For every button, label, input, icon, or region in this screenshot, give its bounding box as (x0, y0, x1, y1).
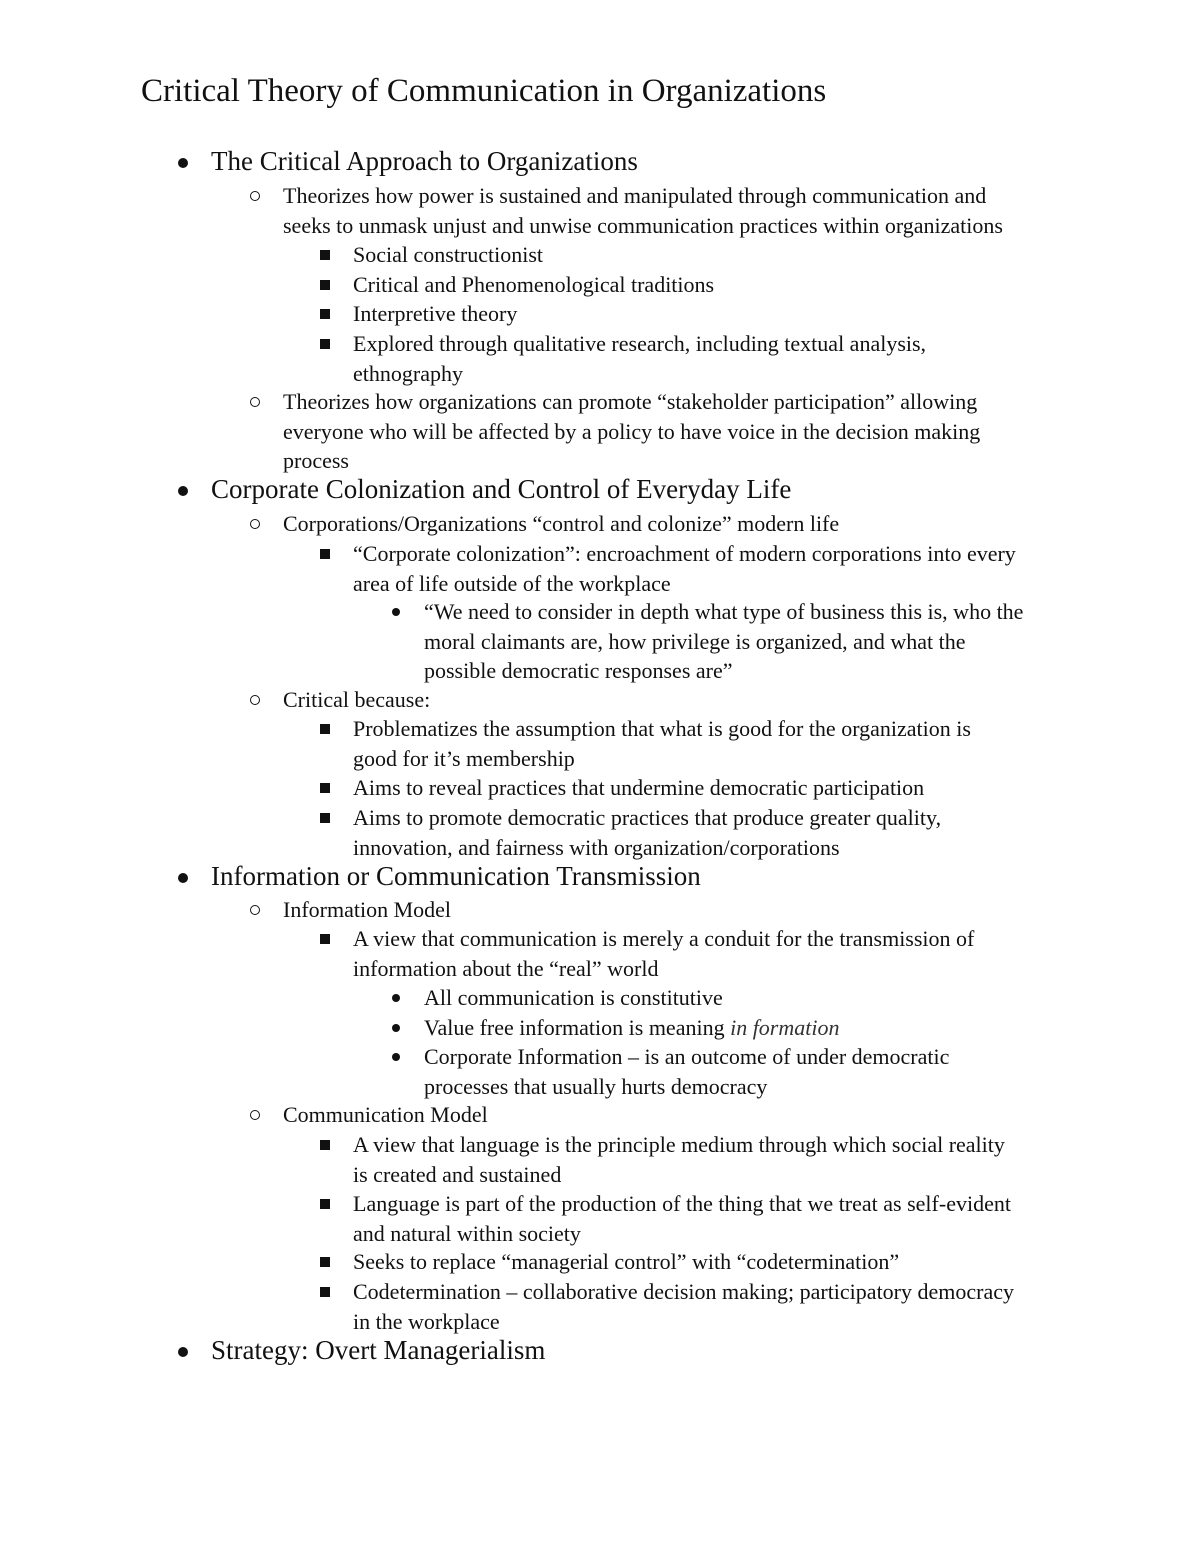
list-item-line: possible democratic responses are” (424, 658, 733, 683)
list-item-line: in the workplace (353, 1308, 500, 1334)
list-item-text: Value free information is meaning (424, 1015, 731, 1040)
filled-bullet-icon (178, 1347, 188, 1357)
square-bullet-icon (320, 724, 330, 734)
list-item (320, 240, 543, 270)
list-item-line: A view that language is the principle medium through which social reality (353, 1132, 1005, 1157)
filled-bullet-icon (392, 1024, 400, 1032)
list-item-line: process (283, 448, 349, 473)
list-item (250, 1100, 488, 1130)
list-item (320, 803, 941, 862)
section-heading-text: Strategy: Overt Managerialism (211, 1335, 546, 1365)
list-item (320, 924, 974, 983)
section-heading (178, 146, 638, 176)
list-item (250, 509, 839, 539)
list-item-line: information about the “real” world (353, 955, 659, 981)
square-bullet-icon (320, 280, 330, 290)
list-item-line: is created and sustained (353, 1161, 562, 1187)
list-item (250, 181, 1003, 240)
list-item-line: Interpretive theory (353, 301, 518, 326)
hollow-bullet-icon (250, 397, 260, 407)
section-heading (178, 474, 791, 504)
list-item-line: Communication Model (283, 1102, 488, 1127)
list-item-line: Theorizes how power is sustained and manipulated through communication and (283, 183, 987, 208)
list-item (320, 773, 924, 803)
list-item (320, 299, 517, 329)
list-item-line: everyone who will be affected by a policy to have voice in the decision making (283, 418, 981, 444)
list-item-line: ethnography (353, 360, 463, 386)
list-item-line: Seeks to replace “managerial control” with “codetermination” (353, 1249, 900, 1274)
filled-bullet-icon (178, 158, 188, 168)
filled-bullet-icon (178, 486, 188, 496)
list-item-line: Explored through qualitative research, including textual analysis, (353, 331, 927, 356)
list-item-line: Information Model (283, 897, 452, 922)
list-item-line: Aims to promote democratic practices that produce greater quality, (353, 805, 942, 830)
square-bullet-icon (320, 783, 330, 793)
filled-bullet-icon (392, 608, 400, 616)
section-heading (178, 1335, 545, 1365)
list-item-line: moral claimants are, how privilege is organized, and what the (424, 628, 966, 654)
square-bullet-icon (320, 549, 330, 559)
list-item-line: Problematizes the assumption that what is good for the organization is (353, 716, 971, 741)
square-bullet-icon (320, 339, 330, 349)
list-item-line: “Corporate colonization”: encroachment of modern corporations into every (353, 541, 1016, 566)
square-bullet-icon (320, 934, 330, 944)
filled-bullet-icon (178, 873, 188, 883)
list-item-line: Critical because: (283, 687, 431, 712)
list-item-line: good for it’s membership (353, 745, 575, 771)
hollow-bullet-icon (250, 519, 260, 529)
square-bullet-icon (320, 250, 330, 260)
square-bullet-icon (320, 1199, 330, 1209)
section-heading (178, 861, 701, 891)
list-item (392, 1013, 839, 1043)
list-item-line: area of life outside of the workplace (353, 570, 671, 596)
list-item (320, 329, 926, 388)
list-item (392, 597, 1023, 686)
filled-bullet-icon (392, 994, 400, 1002)
list-item (320, 714, 971, 773)
list-item-line: Social constructionist (353, 242, 544, 267)
list-item (392, 983, 723, 1013)
section-heading-text: Information or Communication Transmission (211, 861, 701, 891)
list-item (320, 1130, 1005, 1189)
square-bullet-icon (320, 1140, 330, 1150)
list-item-line: processes that usually hurts democracy (424, 1073, 768, 1099)
section-heading-text: The Critical Approach to Organizations (211, 146, 638, 176)
list-item-line: and natural within society (353, 1220, 581, 1246)
list-item (250, 895, 451, 925)
list-item (320, 270, 714, 300)
hollow-bullet-icon (250, 905, 260, 915)
list-item-line: Corporate Information – is an outcome of under democratic (424, 1044, 950, 1069)
list-item (320, 1277, 1014, 1336)
square-bullet-icon (320, 1287, 330, 1297)
hollow-bullet-icon (250, 695, 260, 705)
emphasis-text: in formation (730, 1015, 840, 1040)
document-title: Critical Theory of Communication in Organizations (141, 73, 827, 109)
list-item-line: “We need to consider in depth what type of business this is, who the (424, 599, 1024, 624)
square-bullet-icon (320, 309, 330, 319)
hollow-bullet-icon (250, 1110, 260, 1120)
square-bullet-icon (320, 813, 330, 823)
list-item (392, 1042, 949, 1101)
list-item-line: innovation, and fairness with organization/corporations (353, 834, 840, 860)
hollow-bullet-icon (250, 191, 260, 201)
list-item (320, 539, 1016, 598)
list-item-line: Codetermination – collaborative decision making; participatory democracy (353, 1279, 1014, 1304)
list-item-line: Theorizes how organizations can promote “stakeholder participation” allowing (283, 389, 978, 414)
square-bullet-icon (320, 1257, 330, 1267)
list-item-line: All communication is constitutive (424, 985, 723, 1010)
list-item (250, 685, 430, 715)
list-item (250, 387, 980, 476)
list-item-line: Language is part of the production of the thing that we treat as self-evident (353, 1191, 1011, 1216)
list-item-line: seeks to unmask unjust and unwise communication practices within organizations (283, 212, 1003, 238)
list-item (320, 1189, 1011, 1248)
list-item-line: A view that communication is merely a conduit for the transmission of (353, 926, 975, 951)
list-item-line: Corporations/Organizations “control and colonize” modern life (283, 511, 840, 536)
list-item-line: Aims to reveal practices that undermine democratic participation (353, 775, 925, 800)
list-item-line: Critical and Phenomenological traditions (353, 272, 715, 297)
list-item-line (424, 1013, 839, 1043)
filled-bullet-icon (392, 1053, 400, 1061)
section-heading-text: Corporate Colonization and Control of Everyday Life (211, 474, 792, 504)
list-item (320, 1247, 899, 1277)
